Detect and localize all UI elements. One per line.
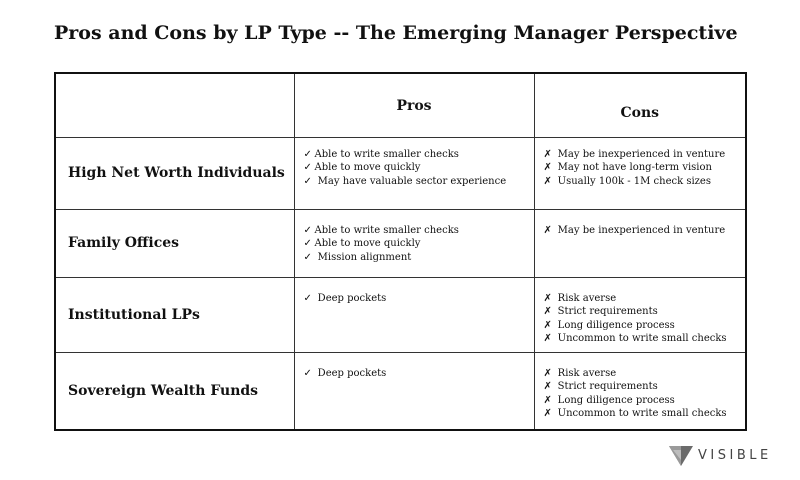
cross-icon: ✗	[543, 162, 552, 173]
cross-icon: ✗	[543, 306, 552, 317]
pros-cell	[294, 209, 534, 277]
cross-icon: ✗	[543, 381, 552, 392]
con-item: ✗ Risk averse	[543, 367, 617, 379]
pros-cell	[294, 277, 534, 352]
cross-icon: ✗	[543, 333, 552, 344]
header-pros: Pros	[294, 73, 534, 137]
con-item: ✗ Uncommon to write small checks	[543, 333, 727, 344]
cross-icon: ✗	[543, 367, 552, 379]
pro-item: ✓ Mission alignment	[303, 251, 412, 263]
check-icon: ✓	[303, 238, 312, 249]
check-icon: ✓	[303, 175, 312, 187]
cross-icon: ✗	[543, 148, 552, 160]
con-item: ✗ May be inexperienced in venture	[543, 148, 726, 160]
header-cons: Cons	[534, 73, 746, 137]
cons-cell	[534, 137, 746, 209]
pros-cell	[294, 137, 534, 209]
lp-comparison-table	[54, 72, 747, 431]
cross-icon: ✗	[543, 224, 552, 236]
page-title: Pros and Cons by LP Type -- The Emerging Manager Perspective	[54, 22, 738, 44]
pro-item: ✓ Able to write smaller checks	[303, 148, 459, 160]
con-item: ✗ May be inexperienced in venture	[543, 224, 726, 236]
check-icon: ✓	[303, 224, 312, 236]
header-empty-cell	[55, 73, 294, 137]
cons-cell	[534, 352, 746, 430]
pro-item: ✓ Able to move quickly	[303, 238, 421, 249]
table-row	[55, 352, 746, 430]
check-icon: ✓	[303, 292, 312, 304]
con-item: ✗ May not have long-term vision	[543, 162, 712, 173]
cons-cell	[534, 277, 746, 352]
row-label: Family Offices	[55, 209, 294, 277]
table-row	[55, 209, 746, 277]
check-icon: ✓	[303, 162, 312, 173]
con-item: ✗ Risk averse	[543, 292, 617, 304]
con-item: ✗ Strict requirements	[543, 381, 658, 392]
check-icon: ✓	[303, 367, 312, 379]
pro-item: ✓ Able to write smaller checks	[303, 224, 459, 236]
header-row	[55, 73, 746, 137]
con-item: ✗ Usually 100k - 1M check sizes	[543, 175, 711, 187]
row-label: Institutional LPs	[55, 277, 294, 352]
visible-logo	[668, 442, 772, 468]
cross-icon: ✗	[543, 292, 552, 304]
pro-item: ✓ Deep pockets	[303, 367, 387, 379]
pro-item: ✓ May have valuable sector experience	[303, 175, 507, 187]
check-icon: ✓	[303, 148, 312, 160]
pros-cell	[294, 352, 534, 430]
visible-logo-icon	[668, 442, 694, 468]
pro-item: ✓ Able to move quickly	[303, 162, 421, 173]
cons-cell	[534, 209, 746, 277]
pro-item: ✓ Deep pockets	[303, 292, 387, 304]
table-row	[55, 277, 746, 352]
cross-icon: ✗	[543, 175, 552, 187]
cross-icon: ✗	[543, 394, 552, 406]
cross-icon: ✗	[543, 319, 552, 331]
con-item: ✗ Long diligence process	[543, 394, 675, 406]
table-row	[55, 137, 746, 209]
con-item: ✗ Strict requirements	[543, 306, 658, 317]
cross-icon: ✗	[543, 408, 552, 419]
row-label: Sovereign Wealth Funds	[55, 352, 294, 430]
check-icon: ✓	[303, 251, 312, 263]
logo-text: VISIBLE	[698, 447, 772, 463]
row-label: High Net Worth Individuals	[55, 137, 294, 209]
con-item: ✗ Long diligence process	[543, 319, 675, 331]
con-item: ✗ Uncommon to write small checks	[543, 408, 727, 419]
